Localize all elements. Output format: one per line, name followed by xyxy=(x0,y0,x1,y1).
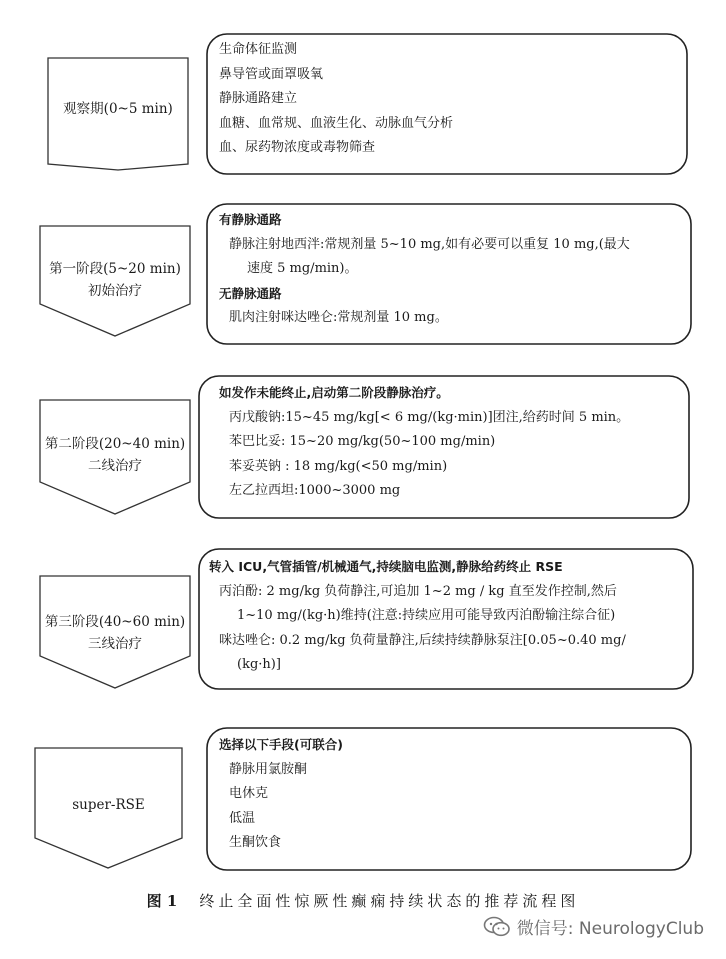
content-line: 咪达唑仑: 0.2 mg/kg 负荷量静注,后续持续静脉泵注[0.05~0.40 mg/ xyxy=(219,632,626,648)
content-line: 丙泊酚: 2 mg/kg 负荷静注,可追加 1~2 mg / kg 直至发作控制,然后 xyxy=(219,583,617,599)
content-line: 静脉注射地西泮:常规剂量 5~10 mg,如有必要可以重复 10 mg,(最大 xyxy=(229,236,630,252)
content-line: 电休克 xyxy=(229,786,269,801)
stage-label-line: 第三阶段(40~60 min) xyxy=(44,614,186,630)
content-line: 丙戊酸钠:15~45 mg/kg[< 6 mg/(kg·min)]团注,给药时间 5 min。 xyxy=(229,409,630,425)
stage-2-content xyxy=(219,208,685,331)
stage-3-content xyxy=(219,381,685,504)
watermark-text: 微信号: NeurologyClub xyxy=(516,919,704,939)
content-line: 血、尿药物浓度或毒物筛查 xyxy=(219,140,376,155)
content-heading: 转入 ICU,气管插管/机械通气,持续脑电监测,静脉给药终止 RSE xyxy=(209,559,563,574)
content-line: 血糖、血常规、血液生化、动脉血气分析 xyxy=(219,115,454,131)
content-heading: 如发作未能终止,启动第二阶段静脉治疗。 xyxy=(219,385,449,400)
content-line: 低温 xyxy=(229,810,256,826)
stage-label-line: 三线治疗 xyxy=(88,636,142,652)
stage-4-content xyxy=(209,555,689,678)
content-line: 生命体征监测 xyxy=(219,42,298,57)
content-line: 苯妥英钠 : 18 mg/kg(<50 mg/min) xyxy=(229,458,448,474)
stage-label-line: super-RSE xyxy=(72,797,145,813)
stage-1-label xyxy=(48,98,188,120)
content-line: 鼻导管或面罩吸氧 xyxy=(219,66,324,82)
stage-label-line: 初始治疗 xyxy=(88,283,142,299)
stage-1-content xyxy=(219,38,679,161)
content-line: 肌肉注射咪达唑仑:常规剂量 10 mg。 xyxy=(229,310,448,325)
watermark xyxy=(483,914,704,939)
content-heading: 有静脉通路 xyxy=(219,212,282,227)
figure-number: 图 1 xyxy=(146,892,178,910)
stage-3-label xyxy=(40,433,190,477)
wechat-icon xyxy=(483,916,511,938)
content-line: 静脉通路建立 xyxy=(219,91,298,106)
content-heading: 无静脉通路 xyxy=(219,285,282,301)
stage-label-line: 第二阶段(20~40 min) xyxy=(44,436,186,452)
content-line: 苯巴比妥: 15~20 mg/kg(50~100 mg/min) xyxy=(229,434,496,449)
content-line: 左乙拉西坦:1000~3000 mg xyxy=(229,483,401,498)
stage-label-line: 观察期(0~5 min) xyxy=(63,101,173,117)
stage-5-label xyxy=(35,794,182,816)
content-line: 速度 5 mg/min)。 xyxy=(247,261,358,276)
content-line: 生酮饮食 xyxy=(229,835,282,850)
content-line: (kg·h)] xyxy=(237,657,281,672)
stage-4-label xyxy=(40,611,190,655)
content-line: 静脉用氯胺酮 xyxy=(229,761,308,777)
content-line: 1~10 mg/(kg·h)维持(注意:持续应用可能导致丙泊酚输注综合征) xyxy=(237,608,616,623)
stage-5-content xyxy=(219,733,685,856)
figure-caption xyxy=(0,890,726,911)
figure-title: 终止全面性惊厥性癫痫持续状态的推荐流程图 xyxy=(199,892,580,910)
stage-2-label xyxy=(40,258,190,302)
stage-label-line: 第一阶段(5~20 min) xyxy=(49,261,181,277)
stage-label-line: 二线治疗 xyxy=(88,458,142,474)
content-heading: 选择以下手段(可联合) xyxy=(219,737,343,752)
